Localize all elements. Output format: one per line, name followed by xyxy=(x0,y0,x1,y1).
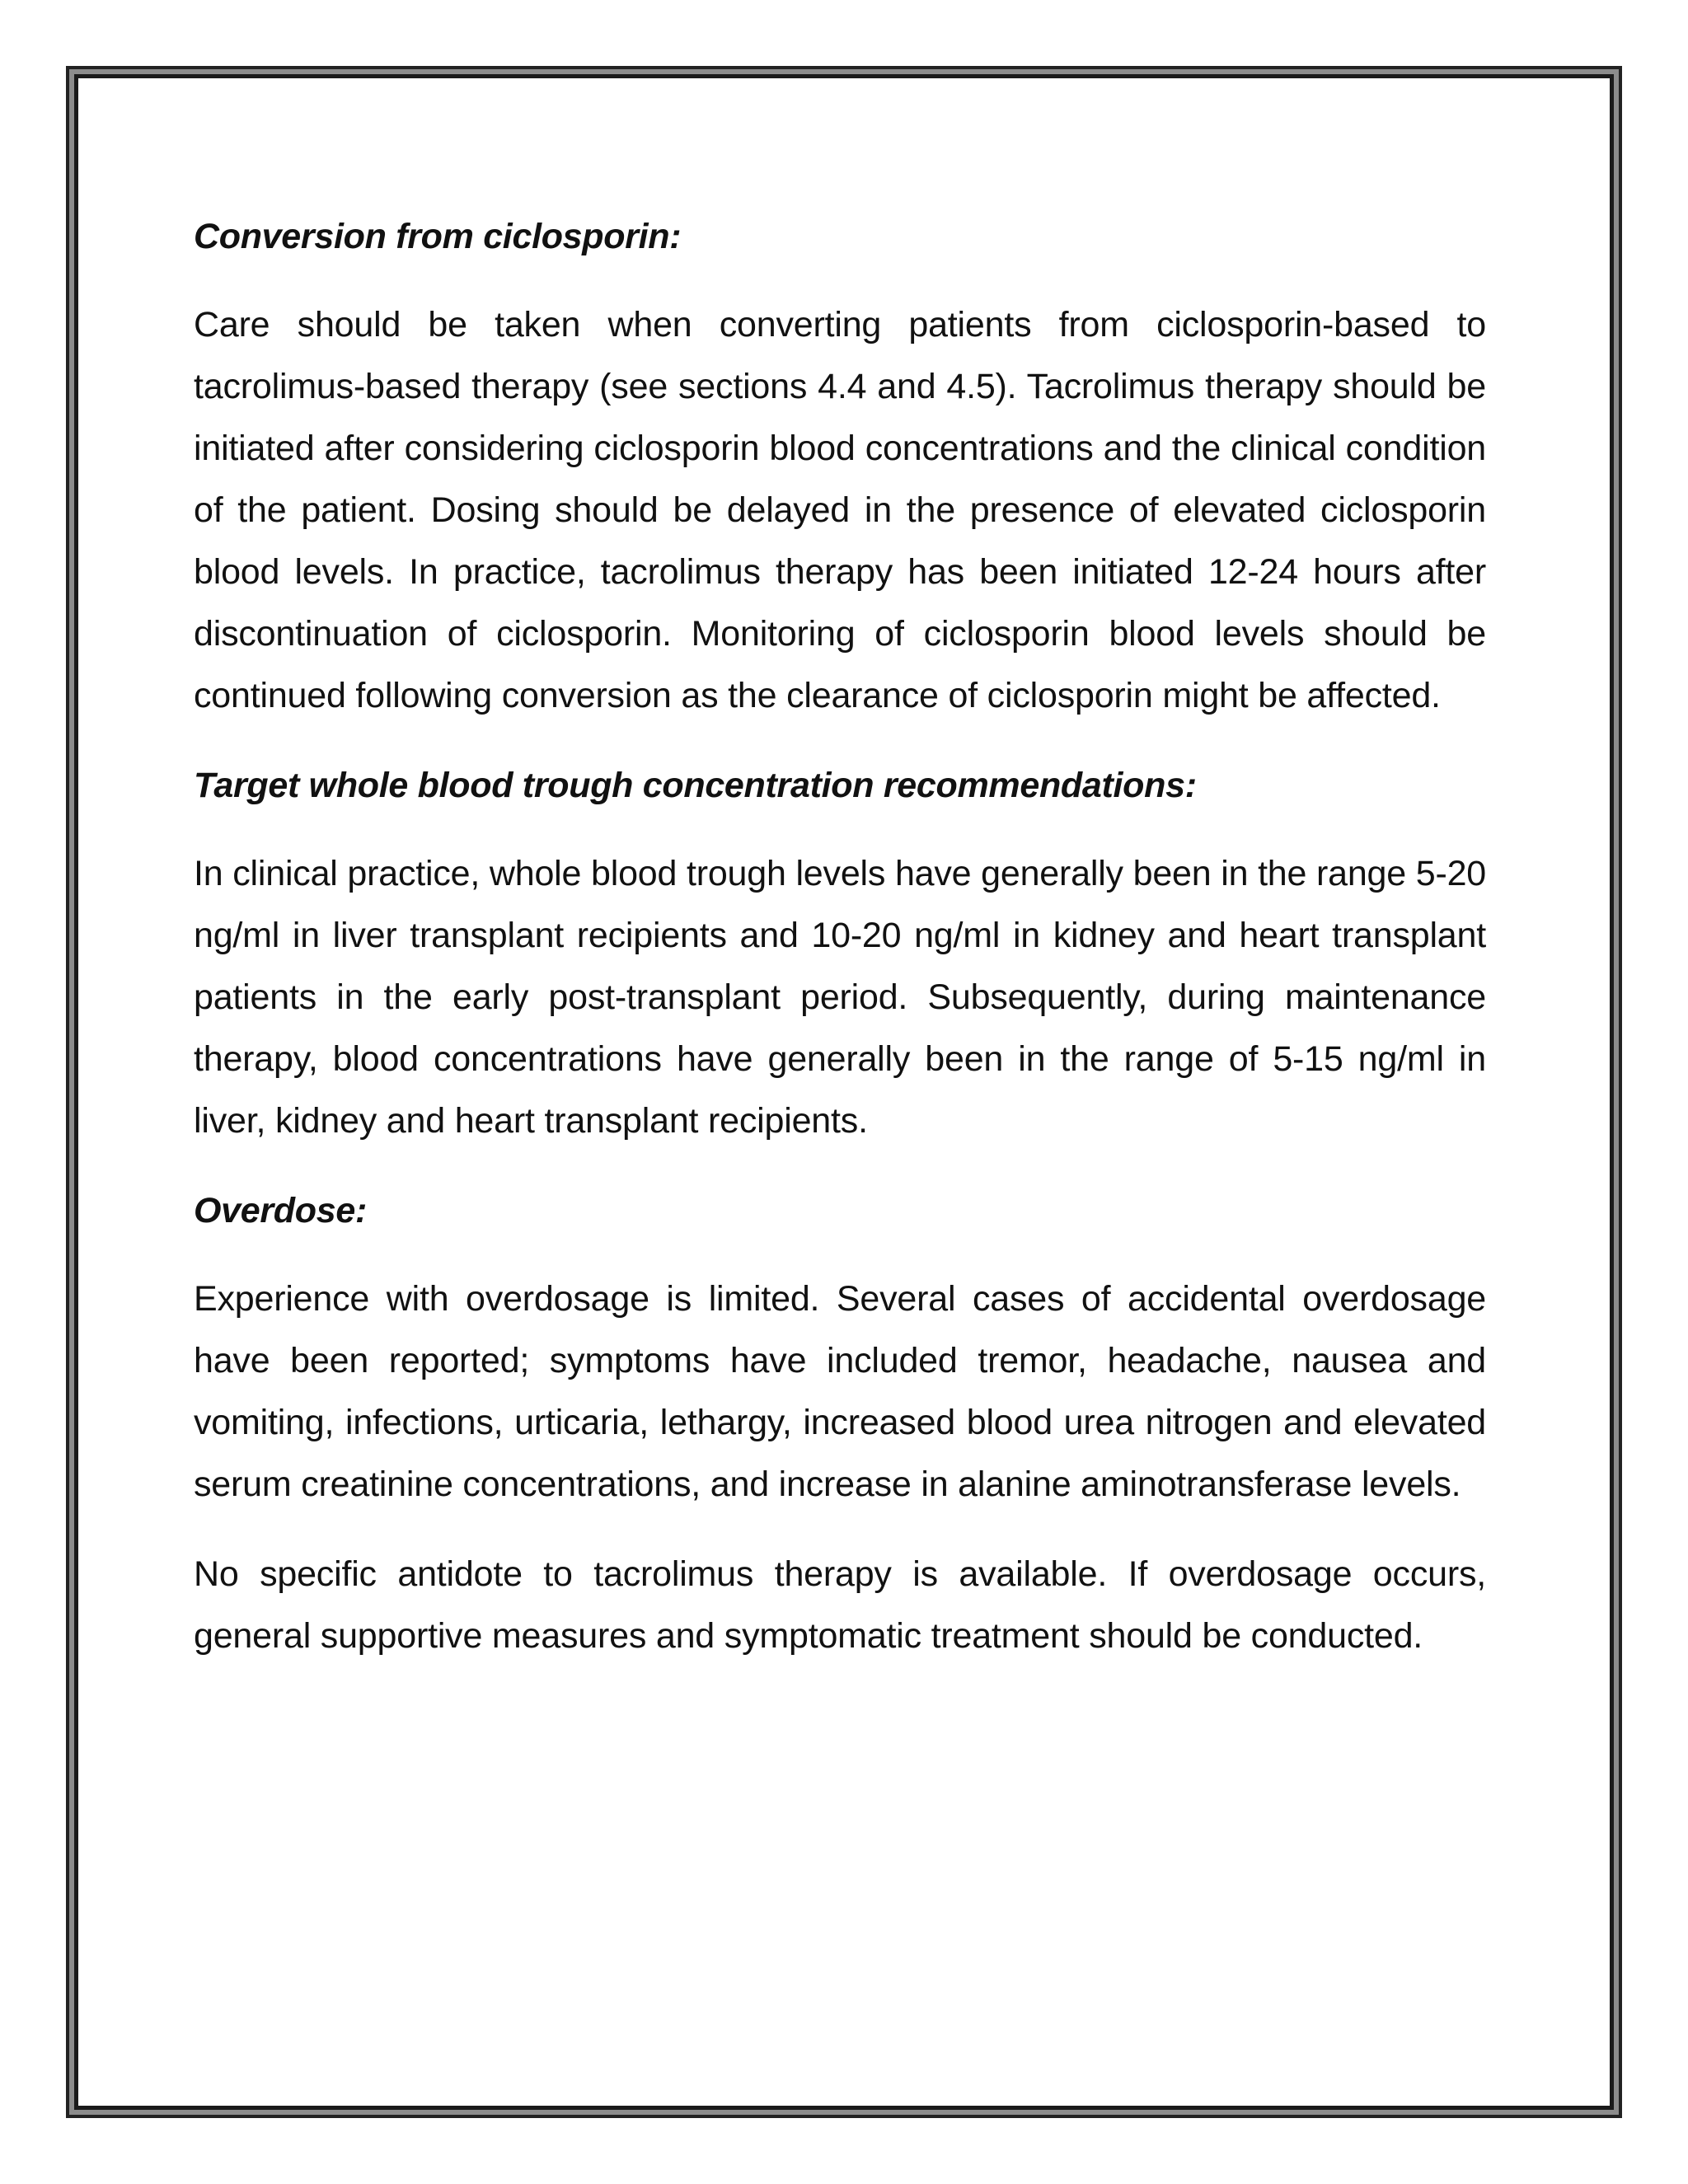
page-border-inner xyxy=(74,74,1614,2110)
section-heading-conversion: Conversion from ciclosporin: xyxy=(194,217,682,256)
paragraph-overdose-experience: Experience with overdosage is limited. Several cases of accidental overdosage have been reported; symptoms have included tremor, headache, nausea and vomiting, infections, urticaria, lethargy, increased blood urea nitrogen and elevated serum creatinine concentrations, and increase in alanine aminotransferase levels. xyxy=(194,1279,1486,1504)
paragraph-conversion: Care should be taken when converting patients from ciclosporin-based to tacrolimus-based therapy (see sections 4.4 and 4.5). Tacrolimus therapy should be initiated after considering ciclosporin blood concentrations and the clinical condition of the patient. Dosing should be delayed in the presence of elevated ciclosporin blood levels. In practice, tacrolimus therapy has been initiated 12-24 hours after discontinuation of ciclosporin. Monitoring of ciclosporin blood levels should be continued following conversion as the clearance of ciclosporin might be affected. xyxy=(194,305,1486,715)
paragraph-overdose-antidote: No specific antidote to tacrolimus therapy is available. If overdosage occurs, general supportive measures and symptomatic treatment should be conducted. xyxy=(194,1554,1486,1656)
page-border-outer xyxy=(66,66,1622,2118)
document-body xyxy=(194,206,1486,1695)
paragraph-target-trough: In clinical practice, whole blood trough levels have generally been in the range 5-20 ng/ml in liver transplant recipients and 10-20 ng/ml in kidney and heart transplant patients in the early post-transplant period. Subsequently, during maintenance therapy, blood concentrations have generally been in the range of 5-15 ng/ml in liver, kidney and heart transplant recipients. xyxy=(194,854,1486,1141)
section-heading-target-trough: Target whole blood trough concentration recommendations: xyxy=(194,766,1197,805)
section-heading-overdose: Overdose: xyxy=(194,1191,367,1230)
